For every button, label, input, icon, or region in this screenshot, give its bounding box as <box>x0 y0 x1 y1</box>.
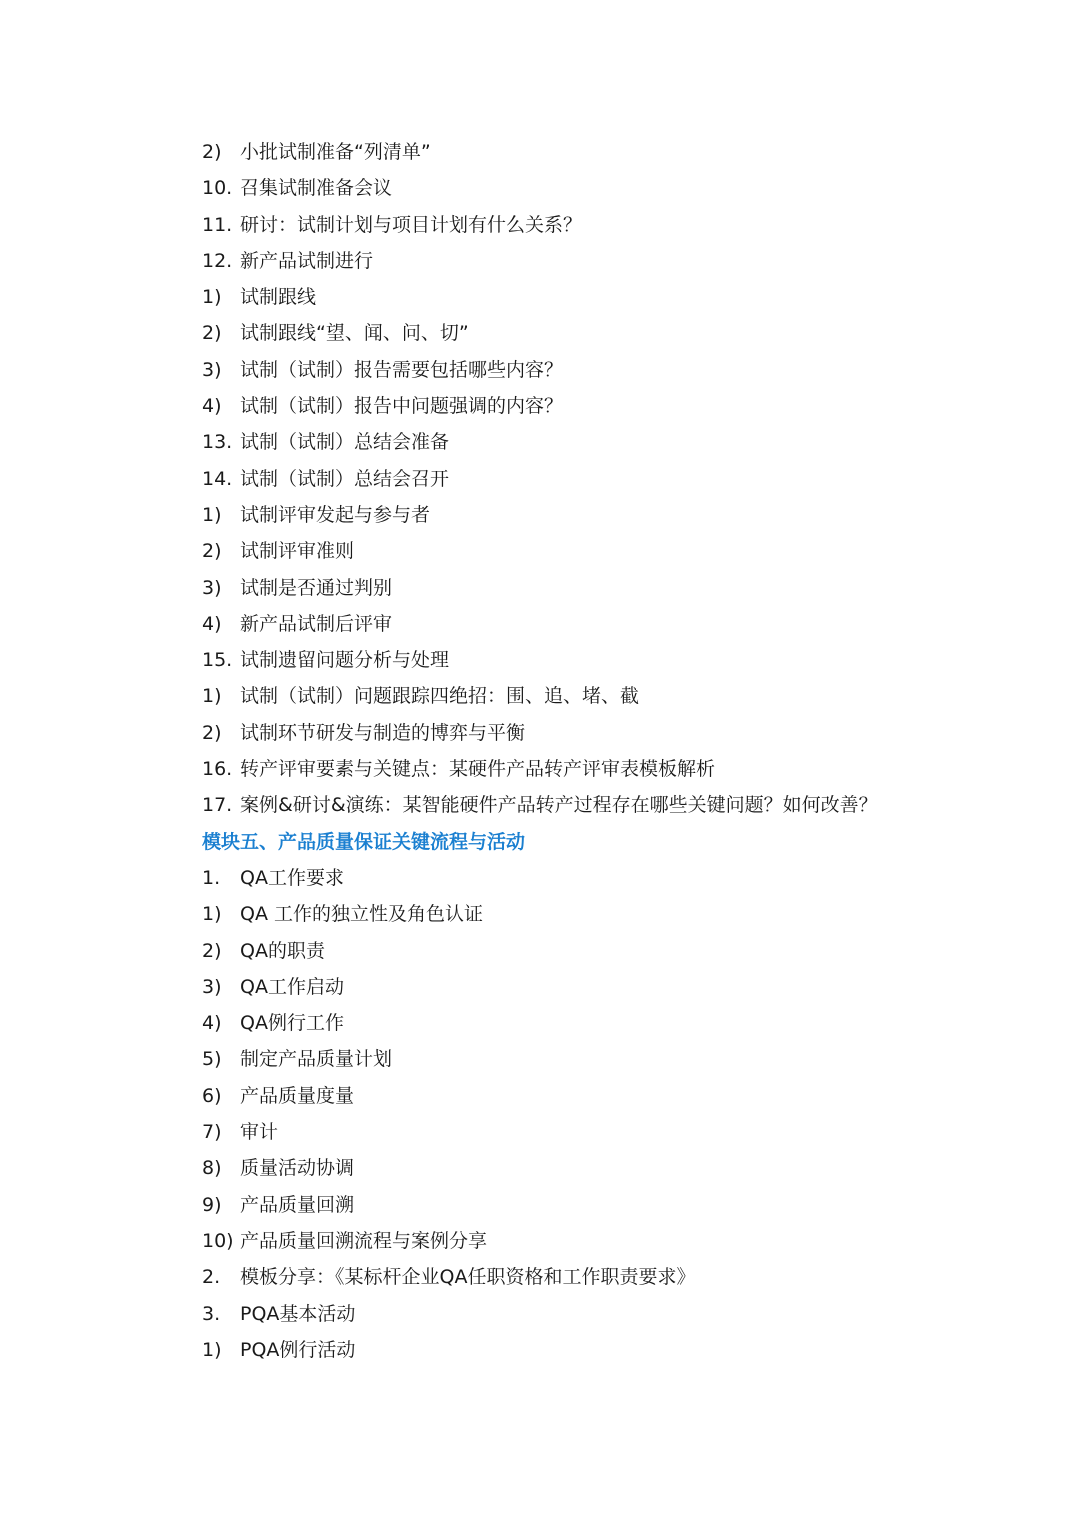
list-item-number: 7) <box>202 1121 222 1144</box>
list-item-text: QA工作要求 <box>240 866 344 889</box>
list-item-text: 试制跟线 <box>240 286 317 309</box>
list-item-number: 1) <box>202 503 222 526</box>
list-item-text: 召集试制准备会议 <box>240 177 393 200</box>
list-item-number: 1) <box>202 1338 222 1361</box>
list-item-number: 3) <box>202 358 222 381</box>
list-item-text: 研讨：试制计划与项目计划有什么关系？ <box>240 213 583 236</box>
list-item <box>202 1296 962 1332</box>
list-item <box>202 207 962 243</box>
list-item <box>202 715 962 751</box>
list-item <box>202 424 962 460</box>
list-item-number: 1) <box>202 286 222 309</box>
list-item-number: 15. <box>202 649 233 672</box>
list-item <box>202 315 962 351</box>
list-item-text: 产品质量回溯流程与案例分享 <box>240 1229 488 1252</box>
list-item <box>202 860 962 896</box>
list-item-number: 2) <box>202 540 222 563</box>
list-item-text: 试制（试制）总结会准备 <box>240 431 450 454</box>
list-item <box>202 279 962 315</box>
list-item-number: 4) <box>202 395 222 418</box>
list-item-number: 2) <box>202 141 222 163</box>
list-item-number: 3) <box>202 576 222 599</box>
list-item <box>202 1259 962 1295</box>
list-item-number: 17. <box>202 794 233 817</box>
list-item-text: 模板分享：《某标杆企业QA任职资格和工作职责要求》 <box>240 1266 696 1289</box>
list-item <box>202 1114 962 1150</box>
section-heading-text: 模块五、产品质量保证关键流程与活动 <box>202 830 526 853</box>
list-item-number: 14. <box>202 467 233 490</box>
list-item-number: 10) <box>202 1229 234 1252</box>
list-item <box>202 896 962 932</box>
list-item <box>202 497 962 533</box>
list-item-text: 试制评审准则 <box>240 540 355 563</box>
list-item <box>202 352 962 388</box>
list-item-text: 试制（试制）问题跟踪四绝招：围、追、堵、截 <box>240 685 640 708</box>
list-item <box>202 1078 962 1114</box>
list-item-number: 3) <box>202 975 222 998</box>
list-item <box>202 1332 962 1368</box>
list-item <box>202 461 962 497</box>
list-item-text: PQA例行活动 <box>240 1338 356 1361</box>
list-item-number: 3. <box>202 1302 221 1325</box>
list-item <box>202 1223 962 1259</box>
list-item-text: 试制是否通过判别 <box>240 576 393 599</box>
list-item-text: 试制（试制）总结会召开 <box>240 467 450 490</box>
list-item <box>202 933 962 969</box>
list-item-number: 5) <box>202 1048 222 1071</box>
list-item <box>202 606 962 642</box>
list-item <box>202 1150 962 1186</box>
list-item-text: 试制环节研发与制造的博弈与平衡 <box>240 721 526 744</box>
list-item-number: 6) <box>202 1084 222 1107</box>
list-item-number: 1. <box>202 866 221 889</box>
list-item-text: 案例&研讨&演练：某智能硬件产品转产过程存在哪些关键问题？如何改善？ <box>240 794 878 817</box>
list-item-text: 审计 <box>240 1121 279 1144</box>
section-heading <box>202 824 962 860</box>
list-item-text: 小批试制准备“列清单” <box>240 141 431 163</box>
list-item <box>202 678 962 714</box>
list-item-number: 10. <box>202 177 233 200</box>
list-item-text: QA 工作的独立性及角色认证 <box>240 903 483 926</box>
list-item-number: 4) <box>202 1012 222 1035</box>
list-item-text: QA工作启动 <box>240 975 344 998</box>
list-item-number: 16. <box>202 758 233 781</box>
list-item-text: 新产品试制进行 <box>240 249 374 272</box>
list-item-text: 产品质量回溯 <box>240 1193 355 1216</box>
list-item-number: 13. <box>202 431 233 454</box>
list-item-number: 1) <box>202 903 222 926</box>
list-item-text: QA例行工作 <box>240 1012 344 1035</box>
list-item-text: 试制（试制）报告需要包括哪些内容？ <box>240 358 564 381</box>
list-item-number: 2) <box>202 721 222 744</box>
list-item-number: 12. <box>202 249 233 272</box>
list-item-number: 4) <box>202 612 222 635</box>
list-item <box>202 642 962 678</box>
list-item-number: 1) <box>202 685 222 708</box>
list-item-number: 11. <box>202 213 233 236</box>
list-item-number: 8) <box>202 1157 222 1180</box>
list-item-number: 2) <box>202 939 222 962</box>
list-item <box>202 1005 962 1041</box>
list-item-text: 新产品试制后评审 <box>240 612 393 635</box>
list-item <box>202 134 962 170</box>
list-item <box>202 1041 962 1077</box>
list-item <box>202 751 962 787</box>
list-item-text: 试制评审发起与参与者 <box>240 503 431 526</box>
list-item-text: 转产评审要素与关键点：某硬件产品转产评审表模板解析 <box>240 758 716 781</box>
list-item-text: 产品质量度量 <box>240 1084 355 1107</box>
list-item-text: 制定产品质量计划 <box>240 1048 393 1071</box>
document-content <box>202 134 962 1368</box>
list-item <box>202 243 962 279</box>
list-item-text: QA的职责 <box>240 939 325 962</box>
list-item <box>202 787 962 823</box>
list-item-number: 2. <box>202 1266 221 1289</box>
list-item <box>202 969 962 1005</box>
list-item <box>202 533 962 569</box>
list-item-text: 试制（试制）报告中问题强调的内容？ <box>240 395 564 418</box>
list-item-text: PQA基本活动 <box>240 1302 356 1325</box>
list-item <box>202 1187 962 1223</box>
list-item-text: 试制跟线“望、闻、问、切” <box>240 322 469 345</box>
list-item-number: 2) <box>202 322 222 345</box>
list-item-number: 9) <box>202 1193 222 1216</box>
list-item-text: 质量活动协调 <box>240 1157 355 1180</box>
list-item-text: 试制遗留问题分析与处理 <box>240 649 450 672</box>
list-item <box>202 570 962 606</box>
list-item <box>202 170 962 206</box>
list-item <box>202 388 962 424</box>
